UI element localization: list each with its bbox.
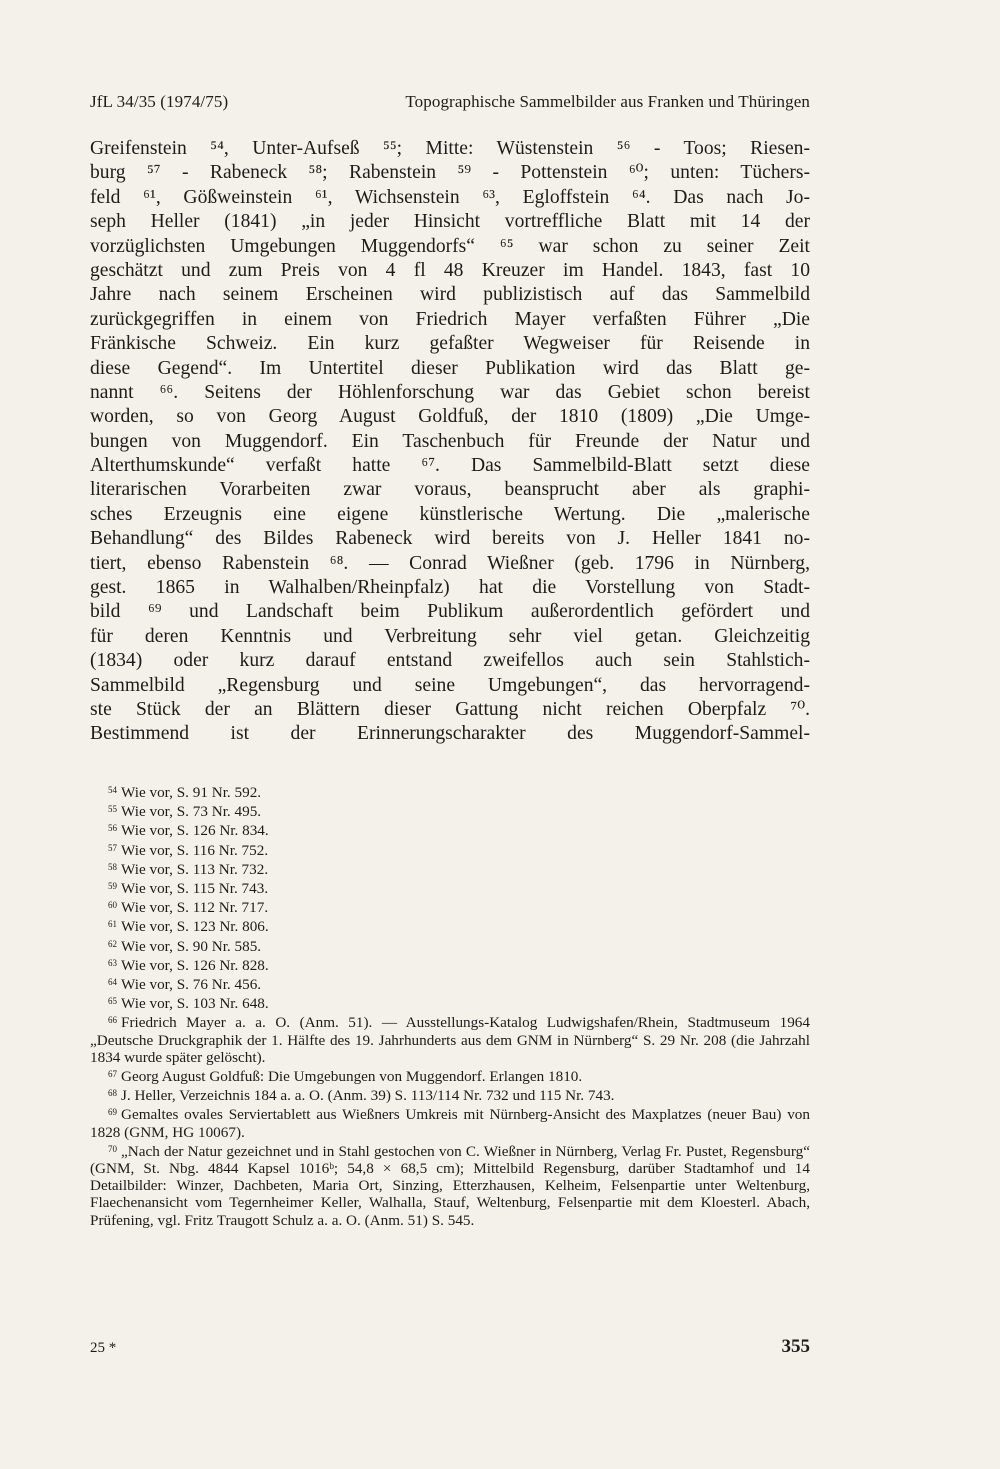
body-line: geschätzt und zum Preis von 4 fl 48 Kreuzer im Handel. 1843, fast 10 [90, 259, 810, 281]
footnote-number: 59 [108, 881, 117, 892]
footnote-text: Friedrich Mayer a. a. O. (Anm. 51). — Ausstellungs-Katalog Ludwigshafen/Rhein, Stadtmuseum 1964 „Deutsche Druckgraphik der 1. Hälfte des 19. Jahrhunderts aus dem GNM in Nürnberg“ S. 29 Nr. 208 (die Jahrzahl 1834 wurde später gelöscht). [90, 1014, 810, 1066]
body-line: sches Erzeugnis eine eigene künstlerische Wertung. Die „malerische [90, 503, 810, 525]
body-line: gest. 1865 in Walhalben/Rheinpfalz) hat die Vorstellung von Stadt- [90, 577, 810, 599]
body-line: burg ⁵⁷ - Rabeneck ⁵⁸; Rabenstein ⁵⁹ - Pottenstein ⁶⁰; unten: Tüchers- [90, 162, 810, 184]
footnote-number: 55 [108, 804, 117, 815]
footnote-number: 70 [108, 1143, 117, 1154]
footnote [90, 840, 810, 859]
footnote-text: Wie vor, S. 116 Nr. 752. [121, 841, 269, 859]
body-line: (1834) oder kurz darauf entstand zweifellos auch sein Stahlstich- [90, 650, 810, 672]
footnote-number: 56 [108, 823, 117, 834]
footnote-text: Wie vor, S. 126 Nr. 834. [121, 822, 269, 840]
footnote-number: 65 [108, 996, 117, 1007]
footnote-number: 66 [108, 1015, 117, 1026]
body-line: zurückgegriffen in einem von Friedrich Mayer verfaßten Führer „Die [90, 308, 810, 330]
page-number: 355 [781, 1336, 810, 1357]
body-line: Fränkische Schweiz. Ein kurz gefaßter Wegweiser für Reisende in [90, 333, 810, 355]
footnote-number: 67 [108, 1069, 117, 1080]
footnotes [90, 782, 810, 1229]
footnote-text: Wie vor, S. 112 Nr. 717. [121, 899, 269, 917]
body-line: seph Heller (1841) „in jeder Hinsicht vortreffliche Blatt mit 14 der [90, 211, 810, 233]
body-line: diese Gegend“. Im Untertitel dieser Publikation wird das Blatt ge- [90, 357, 810, 379]
footnote [90, 993, 810, 1012]
footnote [90, 1104, 810, 1140]
body-line: für deren Kenntnis und Verbreitung sehr viel getan. Gleichzeitig [90, 625, 810, 647]
footnote [90, 916, 810, 935]
footnote [90, 782, 810, 801]
footnote-text: Wie vor, S. 76 Nr. 456. [121, 976, 262, 994]
footnote-number: 57 [108, 842, 117, 853]
footnote [90, 1085, 810, 1104]
body-line: ste Stück der an Blättern dieser Gattung nicht reichen Oberpfalz ⁷⁰. [90, 698, 810, 720]
footnote [90, 897, 810, 916]
footnote-number: 54 [108, 785, 117, 795]
footnote-text: Wie vor, S. 91 Nr. 592. [121, 784, 262, 801]
footnote [90, 878, 810, 897]
footnote-number: 69 [108, 1107, 117, 1118]
body-line: Sammelbild „Regensburg und seine Umgebungen“, das hervorragend- [90, 674, 810, 696]
body-line: vorzüglichsten Umgebungen Muggendorfs“ ⁶⁵ war schon zu seiner Zeit [90, 235, 810, 257]
body-line: Jahre nach seinem Erscheinen wird publizistisch auf das Sammelbild [90, 284, 810, 306]
footnote [90, 955, 810, 974]
footnote [90, 974, 810, 993]
footnote-text: Wie vor, S. 115 Nr. 743. [121, 880, 269, 898]
footnote-number: 63 [108, 957, 117, 968]
footnote-text: Wie vor, S. 90 Nr. 585. [121, 937, 262, 955]
footnote-text: Georg August Goldfuß: Die Umgebungen von Muggendorf. Erlangen 1810. [121, 1068, 583, 1086]
signature-mark: 25 * [90, 1340, 117, 1356]
footnote [90, 801, 810, 820]
body-line: worden, so von Georg August Goldfuß, der 1810 (1809) „Die Umge- [90, 406, 810, 428]
footnote-number: 58 [108, 861, 117, 872]
footnote-text: Wie vor, S. 103 Nr. 648. [121, 995, 269, 1013]
footnote-number: 62 [108, 938, 117, 949]
body-line: Bestimmend ist der Erinnerungscharakter des Muggendorf-Sammel- [90, 723, 810, 745]
footnote-text: Gemaltes ovales Serviertablett aus Wießners Umkreis mit Nürnberg-Ansicht des Maxplatzes (neuer Bau) von 1828 (GNM, HG 10067). [90, 1106, 810, 1141]
body-line: bild ⁶⁹ und Landschaft beim Publikum außerordentlich gefördert und [90, 601, 810, 623]
body-text [90, 137, 810, 747]
footnote-number: 68 [108, 1088, 117, 1099]
footnote [90, 820, 810, 839]
footnote-text: „Nach der Natur gezeichnet und in Stahl gestochen von C. Wießner in Nürnberg, Verlag Fr. Pustet, Regensburg“ (GNM, St. Nbg. 4844 Kapsel 1016ᵇ; 54,8 × 68,5 cm); Mittelbild Regensburg, darüber Stadtamhof und 14 Detailbilder: Winzer, Dachbeten, Maria Ort, Sinzing, Etterzhausen, Kelheim, Felsenpartie unter Weltenburg, Flaechenansicht vom Tegernheimer Keller, Walhalla, Stauf, Weltenburg, Felsenpartie mit dem Kloesterl. Abach, Prüfening, vgl. Fritz Traugott Schulz a. a. O. (Anm. 51) S. 545. [90, 1142, 810, 1229]
footnote-number: 61 [108, 919, 117, 930]
footnote-text: Wie vor, S. 123 Nr. 806. [121, 918, 269, 936]
footnote-text: Wie vor, S. 126 Nr. 828. [121, 956, 269, 974]
article-title: Topographische Sammelbilder aus Franken und Thüringen [405, 92, 810, 111]
body-line: Greifenstein ⁵⁴, Unter-Aufseß ⁵⁵; Mitte: Wüstenstein ⁵⁶ - Toos; Riesen- [90, 138, 810, 159]
footnote-number: 60 [108, 900, 117, 911]
body-line: Behandlung“ des Bildes Rabeneck wird bereits von J. Heller 1841 no- [90, 528, 810, 550]
footnote-text: Wie vor, S. 73 Nr. 495. [121, 803, 262, 821]
footnote [90, 1012, 810, 1066]
footnote [90, 1141, 810, 1229]
footnote-text: Wie vor, S. 113 Nr. 732. [121, 860, 269, 878]
footnote [90, 1066, 810, 1085]
body-line: bungen von Muggendorf. Ein Taschenbuch für Freunde der Natur und [90, 430, 810, 452]
footnote [90, 859, 810, 878]
body-line: tiert, ebenso Rabenstein ⁶⁸. — Conrad Wießner (geb. 1796 in Nürnberg, [90, 552, 810, 574]
body-line: nannt ⁶⁶. Seitens der Höhlenforschung war das Gebiet schon bereist [90, 381, 810, 403]
footnote-number: 64 [108, 977, 117, 988]
body-line: feld ⁶¹, Gößweinstein ⁶¹, Wichsenstein ⁶³, Egloffstein ⁶⁴. Das nach Jo- [90, 186, 810, 208]
body-line: literarischen Vorarbeiten zwar voraus, beansprucht aber als graphi- [90, 479, 810, 501]
journal-citation: JfL 34/35 (1974/75) [90, 92, 229, 111]
body-line: Alterthumskunde“ verfaßt hatte ⁶⁷. Das Sammelbild-Blatt setzt diese [90, 455, 810, 477]
footnote-text: J. Heller, Verzeichnis 184 a. a. O. (Anm. 39) S. 113/114 Nr. 732 und 115 Nr. 743. [121, 1087, 615, 1105]
footnote [90, 936, 810, 955]
